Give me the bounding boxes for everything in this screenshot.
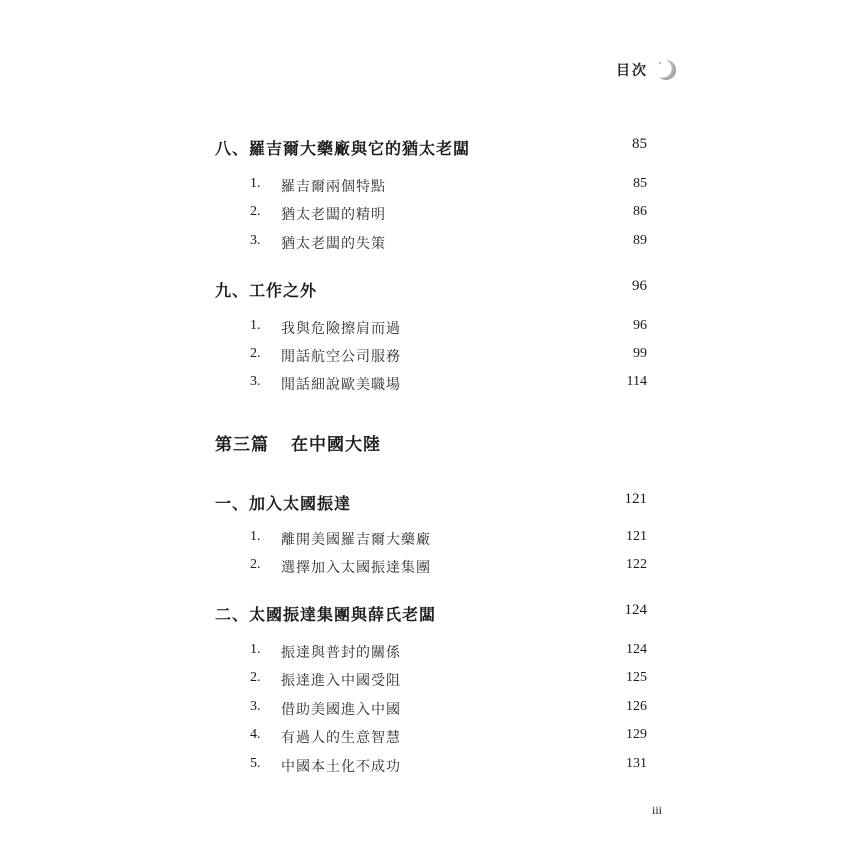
item-number: 2. (250, 346, 261, 361)
page-number: 124 (626, 642, 647, 657)
page-number: 85 (632, 136, 647, 152)
page-number: 96 (632, 278, 647, 294)
page-number: 89 (633, 233, 647, 248)
page-number: 114 (626, 374, 647, 389)
item-number: 4. (250, 727, 261, 742)
toc-item[interactable] (0, 204, 850, 230)
toc-item[interactable] (0, 727, 850, 753)
item-number: 2. (250, 557, 261, 572)
item-title: 羅吉爾兩個特點 (281, 179, 386, 195)
part-title: 在中國大陸 (291, 435, 381, 455)
page-number: 124 (624, 602, 647, 618)
chapter-title: 一、加入太國振達 (215, 494, 352, 513)
chapter-title: 八、羅吉爾大藥廠與它的猶太老闆 (215, 139, 471, 158)
toc-item[interactable] (0, 756, 850, 782)
page-number: 121 (624, 491, 647, 507)
running-header (616, 58, 678, 82)
toc-item[interactable] (0, 557, 850, 583)
item-title: 選擇加入太國振達集團 (281, 560, 431, 576)
part-heading[interactable] (215, 430, 381, 455)
chapter-title: 二、太國振達集團與薛氏老闆 (215, 605, 437, 624)
item-title: 猶太老闆的精明 (281, 207, 386, 223)
running-title: 目次 (616, 63, 648, 79)
toc-chapter[interactable] (0, 136, 850, 162)
item-number: 5. (250, 756, 261, 771)
page-number: 126 (626, 699, 647, 714)
item-number: 1. (250, 529, 261, 544)
item-number: 2. (250, 670, 261, 685)
toc-item[interactable] (0, 642, 850, 668)
toc-chapter[interactable] (0, 278, 850, 304)
page-number: 125 (626, 670, 647, 685)
item-number: 1. (250, 318, 261, 333)
item-number: 3. (250, 233, 261, 248)
page-number: 85 (633, 176, 647, 191)
toc-item[interactable] (0, 374, 850, 400)
toc-item[interactable] (0, 176, 850, 202)
item-title: 我與危險擦肩而過 (281, 321, 401, 337)
item-number: 3. (250, 374, 261, 389)
page-folio: iii (651, 803, 662, 817)
toc-item[interactable] (0, 670, 850, 696)
toc-chapter[interactable] (0, 602, 850, 628)
crescent-moon-icon (654, 58, 678, 82)
item-number: 3. (250, 699, 261, 714)
toc-item[interactable] (0, 529, 850, 555)
item-number: 1. (250, 176, 261, 191)
chapter-title: 九、工作之外 (215, 281, 318, 300)
item-title: 振達與普封的關係 (281, 645, 401, 661)
toc-item[interactable] (0, 233, 850, 259)
page-number: 86 (633, 204, 647, 219)
item-title: 離開美國羅吉爾大藥廠 (281, 532, 431, 548)
item-title: 有過人的生意智慧 (281, 730, 401, 746)
page-number: 99 (633, 346, 647, 361)
page-number: 121 (626, 529, 647, 544)
item-title: 振達進入中國受阻 (281, 673, 401, 689)
part-label: 第三篇 (215, 435, 269, 455)
toc-chapter[interactable] (0, 491, 850, 517)
toc-item[interactable] (0, 699, 850, 725)
item-title: 閒話細說歐美職場 (281, 377, 401, 393)
page-number: 96 (633, 318, 647, 333)
page-number: 131 (626, 756, 647, 771)
toc-item[interactable] (0, 318, 850, 344)
item-number: 1. (250, 642, 261, 657)
item-title: 閒話航空公司服務 (281, 349, 401, 365)
item-number: 2. (250, 204, 261, 219)
item-title: 借助美國進入中國 (281, 702, 401, 718)
item-title: 中國本土化不成功 (281, 759, 401, 775)
toc-item[interactable] (0, 346, 850, 372)
page-number: 122 (626, 557, 647, 572)
item-title: 猶太老闆的失策 (281, 236, 386, 252)
page-number: 129 (626, 727, 647, 742)
